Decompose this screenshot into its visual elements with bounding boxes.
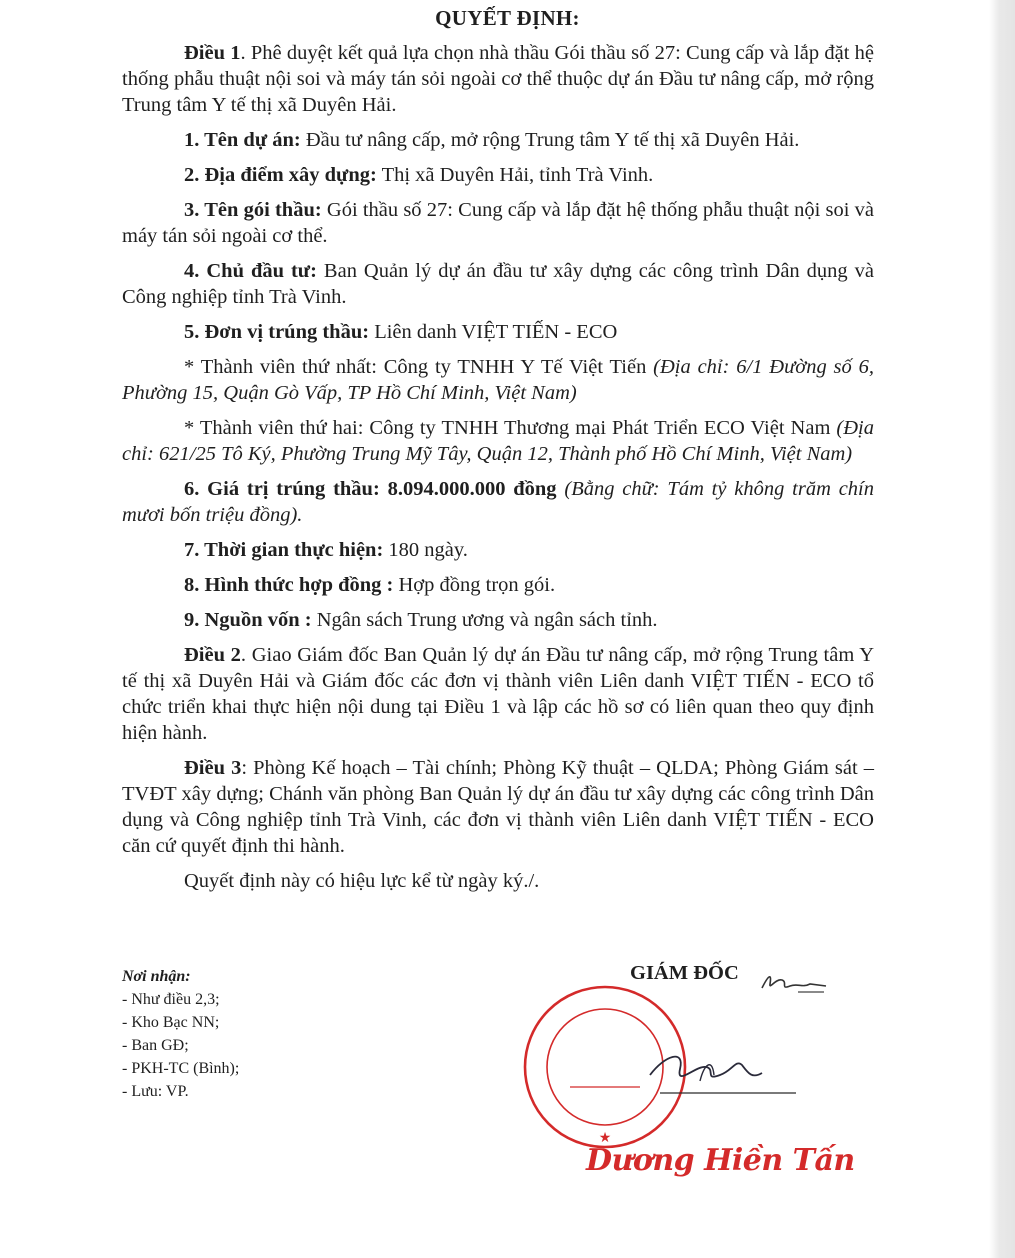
signer-name: Dương Hiền Tấn — [586, 1143, 855, 1178]
recipients-heading: Nơi nhận: — [122, 968, 191, 985]
document-body — [122, 40, 874, 903]
recipient-item: - PKH-TC (Bình); — [122, 1060, 240, 1077]
member-2: * Thành viên thứ hai: Công ty TNHH Thương mại Phát Triển ECO Việt Nam (Địa chỉ: 621/25 Tô Ký, Phường Trung Mỹ Tây, Quận 12, Thành phố Hồ Chí Minh, Việt Nam) — [122, 417, 874, 465]
document-title: QUYẾT ĐỊNH: — [435, 6, 580, 30]
article-2: Điều 2. Giao Giám đốc Ban Quản lý dự án Đầu tư nâng cấp, mở rộng Trung tâm Y tế thị xã Duyên Hải và Giám đốc các đơn vị thành viên Liên danh VIỆT TIẾN - ECO tổ chức triển khai thực hiện nội dung tại Điều 1 và lập các hồ sơ có liên quan theo quy định hiện hành. — [122, 644, 875, 744]
svg-text:★: ★ — [598, 1130, 612, 1146]
recipient-item: - Kho Bạc NN; — [122, 1014, 220, 1031]
recipients-block — [122, 965, 422, 1103]
recipient-item: - Như điều 2,3; — [122, 991, 220, 1008]
item-contract-value: 6. Giá trị trúng thầu: 8.094.000.000 đồng (Bằng chữ: Tám tỷ không trăm chín mươi bốn triệu đồng). — [122, 478, 875, 526]
recipient-item: - Lưu: VP. — [122, 1083, 189, 1100]
item-winning-bidder: 5. Đơn vị trúng thầu: Liên danh VIỆT TIẾN - ECO — [184, 321, 618, 343]
page-edge-shadow — [989, 0, 1015, 1258]
item-contract-type: 8. Hình thức hợp đồng : Hợp đồng trọn gói. — [184, 574, 556, 596]
initials-mark — [758, 966, 828, 996]
signer-title: GIÁM ĐỐC — [630, 962, 739, 984]
item-duration: 7. Thời gian thực hiện: 180 ngày. — [184, 539, 468, 561]
item-project-name: 1. Tên dự án: Đầu tư nâng cấp, mở rộng Trung tâm Y tế thị xã Duyên Hải. — [184, 129, 800, 151]
article-1: Điều 1. Phê duyệt kết quả lựa chọn nhà thầu Gói thầu số 27: Cung cấp và lắp đặt hệ thống phẫu thuật nội soi và máy tán sỏi ngoài cơ thể thuộc dự án Đầu tư nâng cấp, mở rộng Trung tâm Y tế thị xã Duyên Hải. — [122, 42, 874, 116]
recipient-item: - Ban GĐ; — [122, 1037, 189, 1054]
handwritten-signature — [640, 1035, 800, 1105]
article-3: Điều 3: Phòng Kế hoạch – Tài chính; Phòng Kỹ thuật – QLDA; Phòng Giám sát – TVĐT xây dựng; Chánh văn phòng Ban Quản lý dự án đầu tư xây dựng các công trình Dân dụng và Công nghiệp tỉnh Trà Vinh, các đơn vị thành viên Liên danh VIỆT TIẾN - ECO căn cứ quyết định thi hành. — [122, 757, 875, 857]
effective-clause: Quyết định này có hiệu lực kể từ ngày ký./. — [184, 870, 540, 892]
item-investor: 4. Chủ đầu tư: Ban Quản lý dự án đầu tư xây dựng các công trình Dân dụng và Công nghiệp tỉnh Trà Vinh. — [122, 260, 874, 308]
item-funding: 9. Nguồn vốn : Ngân sách Trung ương và ngân sách tỉnh. — [184, 609, 658, 631]
member-1: * Thành viên thứ nhất: Công ty TNHH Y Tế Việt Tiến (Địa chỉ: 6/1 Đường số 6, Phường 15, Quận Gò Vấp, TP Hồ Chí Minh, Việt Nam) — [122, 356, 874, 404]
item-package-name: 3. Tên gói thầu: Gói thầu số 27: Cung cấp và lắp đặt hệ thống phẫu thuật nội soi và máy tán sỏi ngoài cơ thể. — [122, 199, 874, 247]
item-location: 2. Địa điểm xây dựng: Thị xã Duyên Hải, tỉnh Trà Vinh. — [184, 164, 654, 186]
